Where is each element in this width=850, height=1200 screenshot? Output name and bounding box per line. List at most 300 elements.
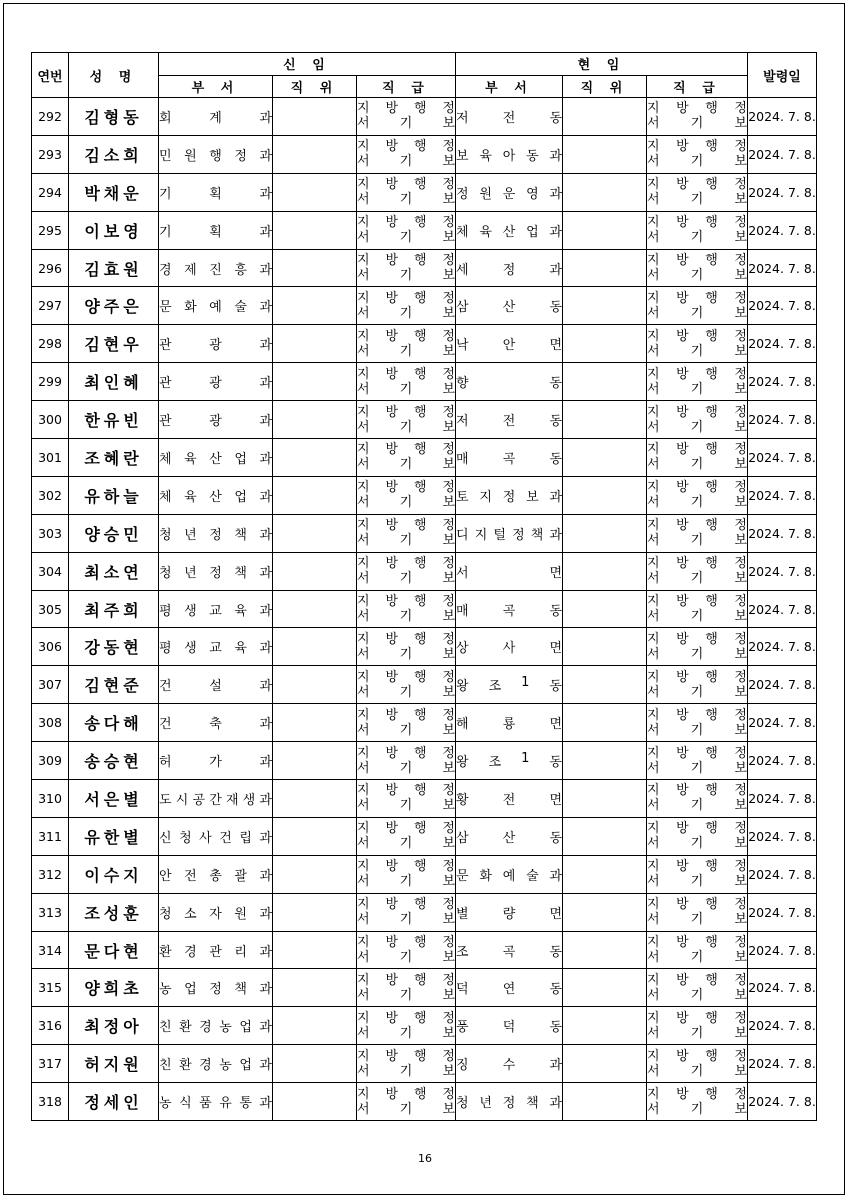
current-department-cell <box>456 1007 563 1045</box>
new-grade <box>357 325 456 363</box>
new-grade-line1: 지 방 행 정 <box>357 897 455 913</box>
current-grade-line2: 서 기 보 <box>647 609 747 625</box>
current-grade-line2: 서 기 보 <box>647 722 747 738</box>
new-position <box>273 249 357 287</box>
table-row <box>32 476 817 514</box>
new-department-cell <box>159 704 273 742</box>
new-grade-line2: 서 기 보 <box>357 533 455 549</box>
new-grade-line2: 서 기 보 <box>357 495 455 511</box>
new-position <box>273 135 357 173</box>
current-position <box>563 98 647 136</box>
new-grade-line1: 지 방 행 정 <box>357 139 455 155</box>
appointment-date: 2024. 7. 8. <box>748 969 817 1007</box>
current-department-cell <box>456 742 563 780</box>
new-grade <box>357 666 456 704</box>
current-position <box>563 628 647 666</box>
new-department: 관 광 과 <box>159 376 272 392</box>
new-grade <box>357 363 456 401</box>
new-department-cell <box>159 628 273 666</box>
current-grade-line2: 서 기 보 <box>647 571 747 587</box>
row-number: 305 <box>32 590 69 628</box>
table-row <box>32 287 817 325</box>
new-grade-line1: 지 방 행 정 <box>357 442 455 458</box>
current-department-cell <box>456 817 563 855</box>
current-position <box>563 931 647 969</box>
new-grade <box>357 211 456 249</box>
new-grade <box>357 817 456 855</box>
new-department-cell <box>159 817 273 855</box>
new-grade <box>357 439 456 477</box>
current-position <box>563 401 647 439</box>
current-position <box>563 476 647 514</box>
current-department: 삼 산 동 <box>456 300 562 316</box>
new-department-cell <box>159 514 273 552</box>
new-grade <box>357 893 456 931</box>
new-position <box>273 780 357 818</box>
new-grade-line2: 서 기 보 <box>357 305 455 321</box>
current-grade-line2: 서 기 보 <box>647 116 747 132</box>
current-grade-line2: 서 기 보 <box>647 230 747 246</box>
current-department-cell <box>456 893 563 931</box>
new-grade <box>357 1007 456 1045</box>
current-grade-line1: 지 방 행 정 <box>647 366 747 382</box>
current-department-cell <box>456 666 563 704</box>
employee-name: 서은별 <box>69 780 159 818</box>
new-grade-line2: 서 기 보 <box>357 419 455 435</box>
new-grade-line2: 서 기 보 <box>357 457 455 473</box>
new-grade-line1: 지 방 행 정 <box>357 404 455 420</box>
current-grade-line2: 서 기 보 <box>647 1101 747 1117</box>
row-number: 299 <box>32 363 69 401</box>
current-grade-line2: 서 기 보 <box>647 533 747 549</box>
new-department: 청 소 자 원 과 <box>159 906 272 922</box>
table-row <box>32 969 817 1007</box>
new-grade-line1: 지 방 행 정 <box>357 972 455 988</box>
current-department: 조 곡 동 <box>456 944 562 960</box>
new-department-cell <box>159 590 273 628</box>
table-row <box>32 1083 817 1121</box>
current-department: 낙 안 면 <box>456 338 562 354</box>
new-grade-line2: 서 기 보 <box>357 381 455 397</box>
current-grade-line2: 서 기 보 <box>647 987 747 1003</box>
new-grade-line2: 서 기 보 <box>357 1025 455 1041</box>
new-grade-line1: 지 방 행 정 <box>357 631 455 647</box>
current-department-cell <box>456 401 563 439</box>
new-grade-line1: 지 방 행 정 <box>357 480 455 496</box>
current-department: 왕 조 1 동 <box>456 751 562 771</box>
new-grade-line1: 지 방 행 정 <box>357 518 455 534</box>
row-number: 298 <box>32 325 69 363</box>
current-grade <box>647 401 748 439</box>
table-row <box>32 135 817 173</box>
current-department: 정 원 운 영 과 <box>456 186 562 202</box>
employee-name: 이보영 <box>69 211 159 249</box>
current-department: 문 화 예 술 과 <box>456 868 562 884</box>
current-grade <box>647 893 748 931</box>
employee-name: 한유빈 <box>69 401 159 439</box>
new-department-cell <box>159 363 273 401</box>
current-department: 별 량 면 <box>456 906 562 922</box>
current-department: 삼 산 동 <box>456 830 562 846</box>
current-department-cell <box>456 173 563 211</box>
new-department-cell <box>159 135 273 173</box>
current-grade-line2: 서 기 보 <box>647 192 747 208</box>
new-grade-line2: 서 기 보 <box>357 192 455 208</box>
current-grade-line1: 지 방 행 정 <box>647 821 747 837</box>
new-department: 기 획 과 <box>159 224 272 240</box>
new-grade <box>357 552 456 590</box>
current-department: 향 동 <box>456 376 562 392</box>
current-grade <box>647 628 748 666</box>
current-department: 보 육 아 동 과 <box>456 148 562 164</box>
new-grade-line1: 지 방 행 정 <box>357 328 455 344</box>
appointment-date: 2024. 7. 8. <box>748 931 817 969</box>
new-department: 청 년 정 책 과 <box>159 527 272 543</box>
new-grade-line1: 지 방 행 정 <box>357 745 455 761</box>
new-department: 안 전 총 괄 과 <box>159 868 272 884</box>
appointment-date: 2024. 7. 8. <box>748 363 817 401</box>
current-grade-line1: 지 방 행 정 <box>647 518 747 534</box>
new-department: 평 생 교 육 과 <box>159 641 272 657</box>
employee-name: 강동현 <box>69 628 159 666</box>
new-department-cell <box>159 742 273 780</box>
new-position <box>273 173 357 211</box>
new-grade-line1: 지 방 행 정 <box>357 215 455 231</box>
new-department: 친 환 경 농 업 과 <box>159 1058 272 1074</box>
current-grade-line1: 지 방 행 정 <box>647 139 747 155</box>
header-name: 성 명 <box>69 53 159 98</box>
new-department: 건 설 과 <box>159 679 272 695</box>
employee-name: 조혜란 <box>69 439 159 477</box>
new-grade-line2: 서 기 보 <box>357 609 455 625</box>
current-grade <box>647 211 748 249</box>
new-grade-line2: 서 기 보 <box>357 230 455 246</box>
current-grade-line1: 지 방 행 정 <box>647 859 747 875</box>
new-department: 체 육 산 업 과 <box>159 451 272 467</box>
table-row <box>32 855 817 893</box>
employee-name: 김현준 <box>69 666 159 704</box>
current-grade-line1: 지 방 행 정 <box>647 101 747 117</box>
new-department: 경 제 진 흥 과 <box>159 262 272 278</box>
current-department: 덕 연 동 <box>456 982 562 998</box>
new-department: 관 광 과 <box>159 414 272 430</box>
new-grade-line2: 서 기 보 <box>357 268 455 283</box>
employee-name: 이수지 <box>69 855 159 893</box>
row-number: 312 <box>32 855 69 893</box>
current-department: 저 전 동 <box>456 414 562 430</box>
table-row <box>32 173 817 211</box>
row-number: 296 <box>32 249 69 287</box>
employee-name: 김현우 <box>69 325 159 363</box>
current-grade <box>647 1007 748 1045</box>
new-department-cell <box>159 1007 273 1045</box>
table-row <box>32 211 817 249</box>
current-department-cell <box>456 931 563 969</box>
new-department: 기 획 과 <box>159 186 272 202</box>
new-department: 민 원 행 정 과 <box>159 148 272 164</box>
employee-name: 허지원 <box>69 1045 159 1083</box>
row-number: 293 <box>32 135 69 173</box>
header-new-position: 직 위 <box>273 75 357 98</box>
current-position <box>563 1007 647 1045</box>
table-row <box>32 514 817 552</box>
table-row <box>32 325 817 363</box>
new-department-cell <box>159 476 273 514</box>
new-grade-line2: 서 기 보 <box>357 912 455 928</box>
new-grade-line1: 지 방 행 정 <box>357 821 455 837</box>
current-department-cell <box>456 476 563 514</box>
current-grade-line2: 서 기 보 <box>647 419 747 435</box>
current-grade <box>647 287 748 325</box>
current-position <box>563 249 647 287</box>
current-department-cell <box>456 855 563 893</box>
current-grade-line2: 서 기 보 <box>647 760 747 776</box>
row-number: 314 <box>32 931 69 969</box>
new-position <box>273 476 357 514</box>
employee-name: 최주희 <box>69 590 159 628</box>
appointment-date: 2024. 7. 8. <box>748 704 817 742</box>
current-grade-line1: 지 방 행 정 <box>647 253 747 268</box>
new-grade-line2: 서 기 보 <box>357 1063 455 1079</box>
current-grade <box>647 135 748 173</box>
new-grade <box>357 98 456 136</box>
current-grade <box>647 552 748 590</box>
header-current-group: 현 임 <box>456 53 748 76</box>
current-grade-line2: 서 기 보 <box>647 154 747 170</box>
current-grade-line1: 지 방 행 정 <box>647 897 747 913</box>
current-grade-line1: 지 방 행 정 <box>647 556 747 572</box>
table-row <box>32 931 817 969</box>
new-grade-line1: 지 방 행 정 <box>357 556 455 572</box>
current-department-cell <box>456 325 563 363</box>
new-position <box>273 439 357 477</box>
current-grade-line1: 지 방 행 정 <box>647 783 747 799</box>
new-grade-line2: 서 기 보 <box>357 116 455 132</box>
current-department-cell <box>456 439 563 477</box>
employee-name: 김소희 <box>69 135 159 173</box>
appointment-table <box>31 52 817 1121</box>
row-number: 292 <box>32 98 69 136</box>
new-department: 체 육 산 업 과 <box>159 489 272 505</box>
new-department-cell <box>159 287 273 325</box>
appointment-date: 2024. 7. 8. <box>748 1083 817 1121</box>
new-grade-line2: 서 기 보 <box>357 343 455 359</box>
current-position <box>563 704 647 742</box>
employee-name: 송승현 <box>69 742 159 780</box>
current-position <box>563 287 647 325</box>
current-grade-line1: 지 방 행 정 <box>647 1010 747 1026</box>
new-grade <box>357 969 456 1007</box>
new-grade <box>357 287 456 325</box>
new-department: 농 식 품 유 통 과 <box>159 1096 272 1112</box>
new-department: 허 가 과 <box>159 755 272 771</box>
new-position <box>273 742 357 780</box>
row-number: 311 <box>32 817 69 855</box>
new-department: 관 광 과 <box>159 338 272 354</box>
new-grade-line1: 지 방 행 정 <box>357 1086 455 1102</box>
current-department: 디 지 털 정 책 과 <box>456 527 562 543</box>
current-position <box>563 135 647 173</box>
current-grade-line2: 서 기 보 <box>647 343 747 359</box>
row-number: 307 <box>32 666 69 704</box>
current-department: 서 면 <box>456 565 562 581</box>
current-grade-line1: 지 방 행 정 <box>647 707 747 723</box>
current-department-cell <box>456 552 563 590</box>
new-position <box>273 628 357 666</box>
appointment-date: 2024. 7. 8. <box>748 742 817 780</box>
appointment-date: 2024. 7. 8. <box>748 1007 817 1045</box>
appointment-date: 2024. 7. 8. <box>748 401 817 439</box>
new-grade <box>357 401 456 439</box>
new-position <box>273 325 357 363</box>
current-grade-line2: 서 기 보 <box>647 268 747 283</box>
current-department: 해 룡 면 <box>456 717 562 733</box>
table-row <box>32 401 817 439</box>
new-position <box>273 931 357 969</box>
appointment-date: 2024. 7. 8. <box>748 135 817 173</box>
current-position <box>563 855 647 893</box>
current-grade <box>647 742 748 780</box>
appointment-date: 2024. 7. 8. <box>748 476 817 514</box>
current-department: 저 전 동 <box>456 110 562 126</box>
current-grade-line1: 지 방 행 정 <box>647 290 747 306</box>
new-position <box>273 211 357 249</box>
table-row <box>32 98 817 136</box>
table-row <box>32 439 817 477</box>
employee-name: 문다현 <box>69 931 159 969</box>
row-number: 309 <box>32 742 69 780</box>
new-grade <box>357 514 456 552</box>
new-grade-line1: 지 방 행 정 <box>357 594 455 610</box>
new-grade-line2: 서 기 보 <box>357 836 455 852</box>
current-department-cell <box>456 780 563 818</box>
appointment-date: 2024. 7. 8. <box>748 855 817 893</box>
current-grade-line2: 서 기 보 <box>647 874 747 890</box>
appointment-date: 2024. 7. 8. <box>748 1045 817 1083</box>
new-grade <box>357 742 456 780</box>
new-grade <box>357 704 456 742</box>
new-position <box>273 1083 357 1121</box>
current-grade-line1: 지 방 행 정 <box>647 177 747 193</box>
current-department: 매 곡 동 <box>456 603 562 619</box>
current-grade-line2: 서 기 보 <box>647 457 747 473</box>
current-grade <box>647 173 748 211</box>
employee-name: 양희초 <box>69 969 159 1007</box>
new-grade <box>357 1045 456 1083</box>
appointment-date: 2024. 7. 8. <box>748 439 817 477</box>
table-row <box>32 1007 817 1045</box>
new-position <box>273 817 357 855</box>
new-department: 환 경 관 리 과 <box>159 944 272 960</box>
appointment-date: 2024. 7. 8. <box>748 325 817 363</box>
current-position <box>563 1045 647 1083</box>
current-department-cell <box>456 628 563 666</box>
current-grade <box>647 363 748 401</box>
appointment-date: 2024. 7. 8. <box>748 628 817 666</box>
current-department-cell <box>456 98 563 136</box>
row-number: 315 <box>32 969 69 1007</box>
appointment-date: 2024. 7. 8. <box>748 590 817 628</box>
row-number: 300 <box>32 401 69 439</box>
new-department-cell <box>159 249 273 287</box>
current-position <box>563 1083 647 1121</box>
row-number: 308 <box>32 704 69 742</box>
current-department: 황 전 면 <box>456 792 562 808</box>
table-row <box>32 590 817 628</box>
new-position <box>273 98 357 136</box>
new-department-cell <box>159 931 273 969</box>
appointment-date: 2024. 7. 8. <box>748 173 817 211</box>
current-position <box>563 893 647 931</box>
current-position <box>563 552 647 590</box>
table-row <box>32 742 817 780</box>
new-position <box>273 590 357 628</box>
new-position <box>273 1007 357 1045</box>
table-row <box>32 704 817 742</box>
new-position <box>273 552 357 590</box>
header-current-dept: 부 서 <box>456 75 563 98</box>
new-department-cell <box>159 893 273 931</box>
new-position <box>273 287 357 325</box>
new-grade-line2: 서 기 보 <box>357 684 455 700</box>
new-department-cell <box>159 325 273 363</box>
new-department: 농 업 정 책 과 <box>159 982 272 998</box>
current-department: 풍 덕 동 <box>456 1020 562 1036</box>
current-grade-line1: 지 방 행 정 <box>647 1048 747 1064</box>
current-grade <box>647 514 748 552</box>
current-department-cell <box>456 135 563 173</box>
appointment-date: 2024. 7. 8. <box>748 211 817 249</box>
current-position <box>563 514 647 552</box>
current-grade <box>647 855 748 893</box>
current-grade-line1: 지 방 행 정 <box>647 631 747 647</box>
appointment-date: 2024. 7. 8. <box>748 817 817 855</box>
new-grade-line2: 서 기 보 <box>357 571 455 587</box>
new-department-cell <box>159 401 273 439</box>
current-department-cell <box>456 287 563 325</box>
current-grade-line2: 서 기 보 <box>647 798 747 814</box>
current-department-cell <box>456 249 563 287</box>
new-grade <box>357 780 456 818</box>
current-grade-line2: 서 기 보 <box>647 1025 747 1041</box>
current-position <box>563 666 647 704</box>
current-grade-line2: 서 기 보 <box>647 912 747 928</box>
current-grade <box>647 249 748 287</box>
new-grade-line1: 지 방 행 정 <box>357 1048 455 1064</box>
table-row <box>32 817 817 855</box>
header-new-group: 신 임 <box>159 53 456 76</box>
new-grade-line1: 지 방 행 정 <box>357 669 455 685</box>
new-grade-line2: 서 기 보 <box>357 798 455 814</box>
current-grade <box>647 817 748 855</box>
current-grade <box>647 439 748 477</box>
current-grade-line1: 지 방 행 정 <box>647 215 747 231</box>
current-department: 매 곡 동 <box>456 451 562 467</box>
row-number: 295 <box>32 211 69 249</box>
current-grade <box>647 931 748 969</box>
appointment-date: 2024. 7. 8. <box>748 893 817 931</box>
employee-name: 양주은 <box>69 287 159 325</box>
current-grade-line1: 지 방 행 정 <box>647 328 747 344</box>
current-grade-line1: 지 방 행 정 <box>647 935 747 951</box>
current-grade <box>647 98 748 136</box>
new-grade <box>357 931 456 969</box>
new-grade <box>357 628 456 666</box>
new-grade-line1: 지 방 행 정 <box>357 783 455 799</box>
employee-name: 정세인 <box>69 1083 159 1121</box>
current-grade-line1: 지 방 행 정 <box>647 404 747 420</box>
current-grade <box>647 325 748 363</box>
